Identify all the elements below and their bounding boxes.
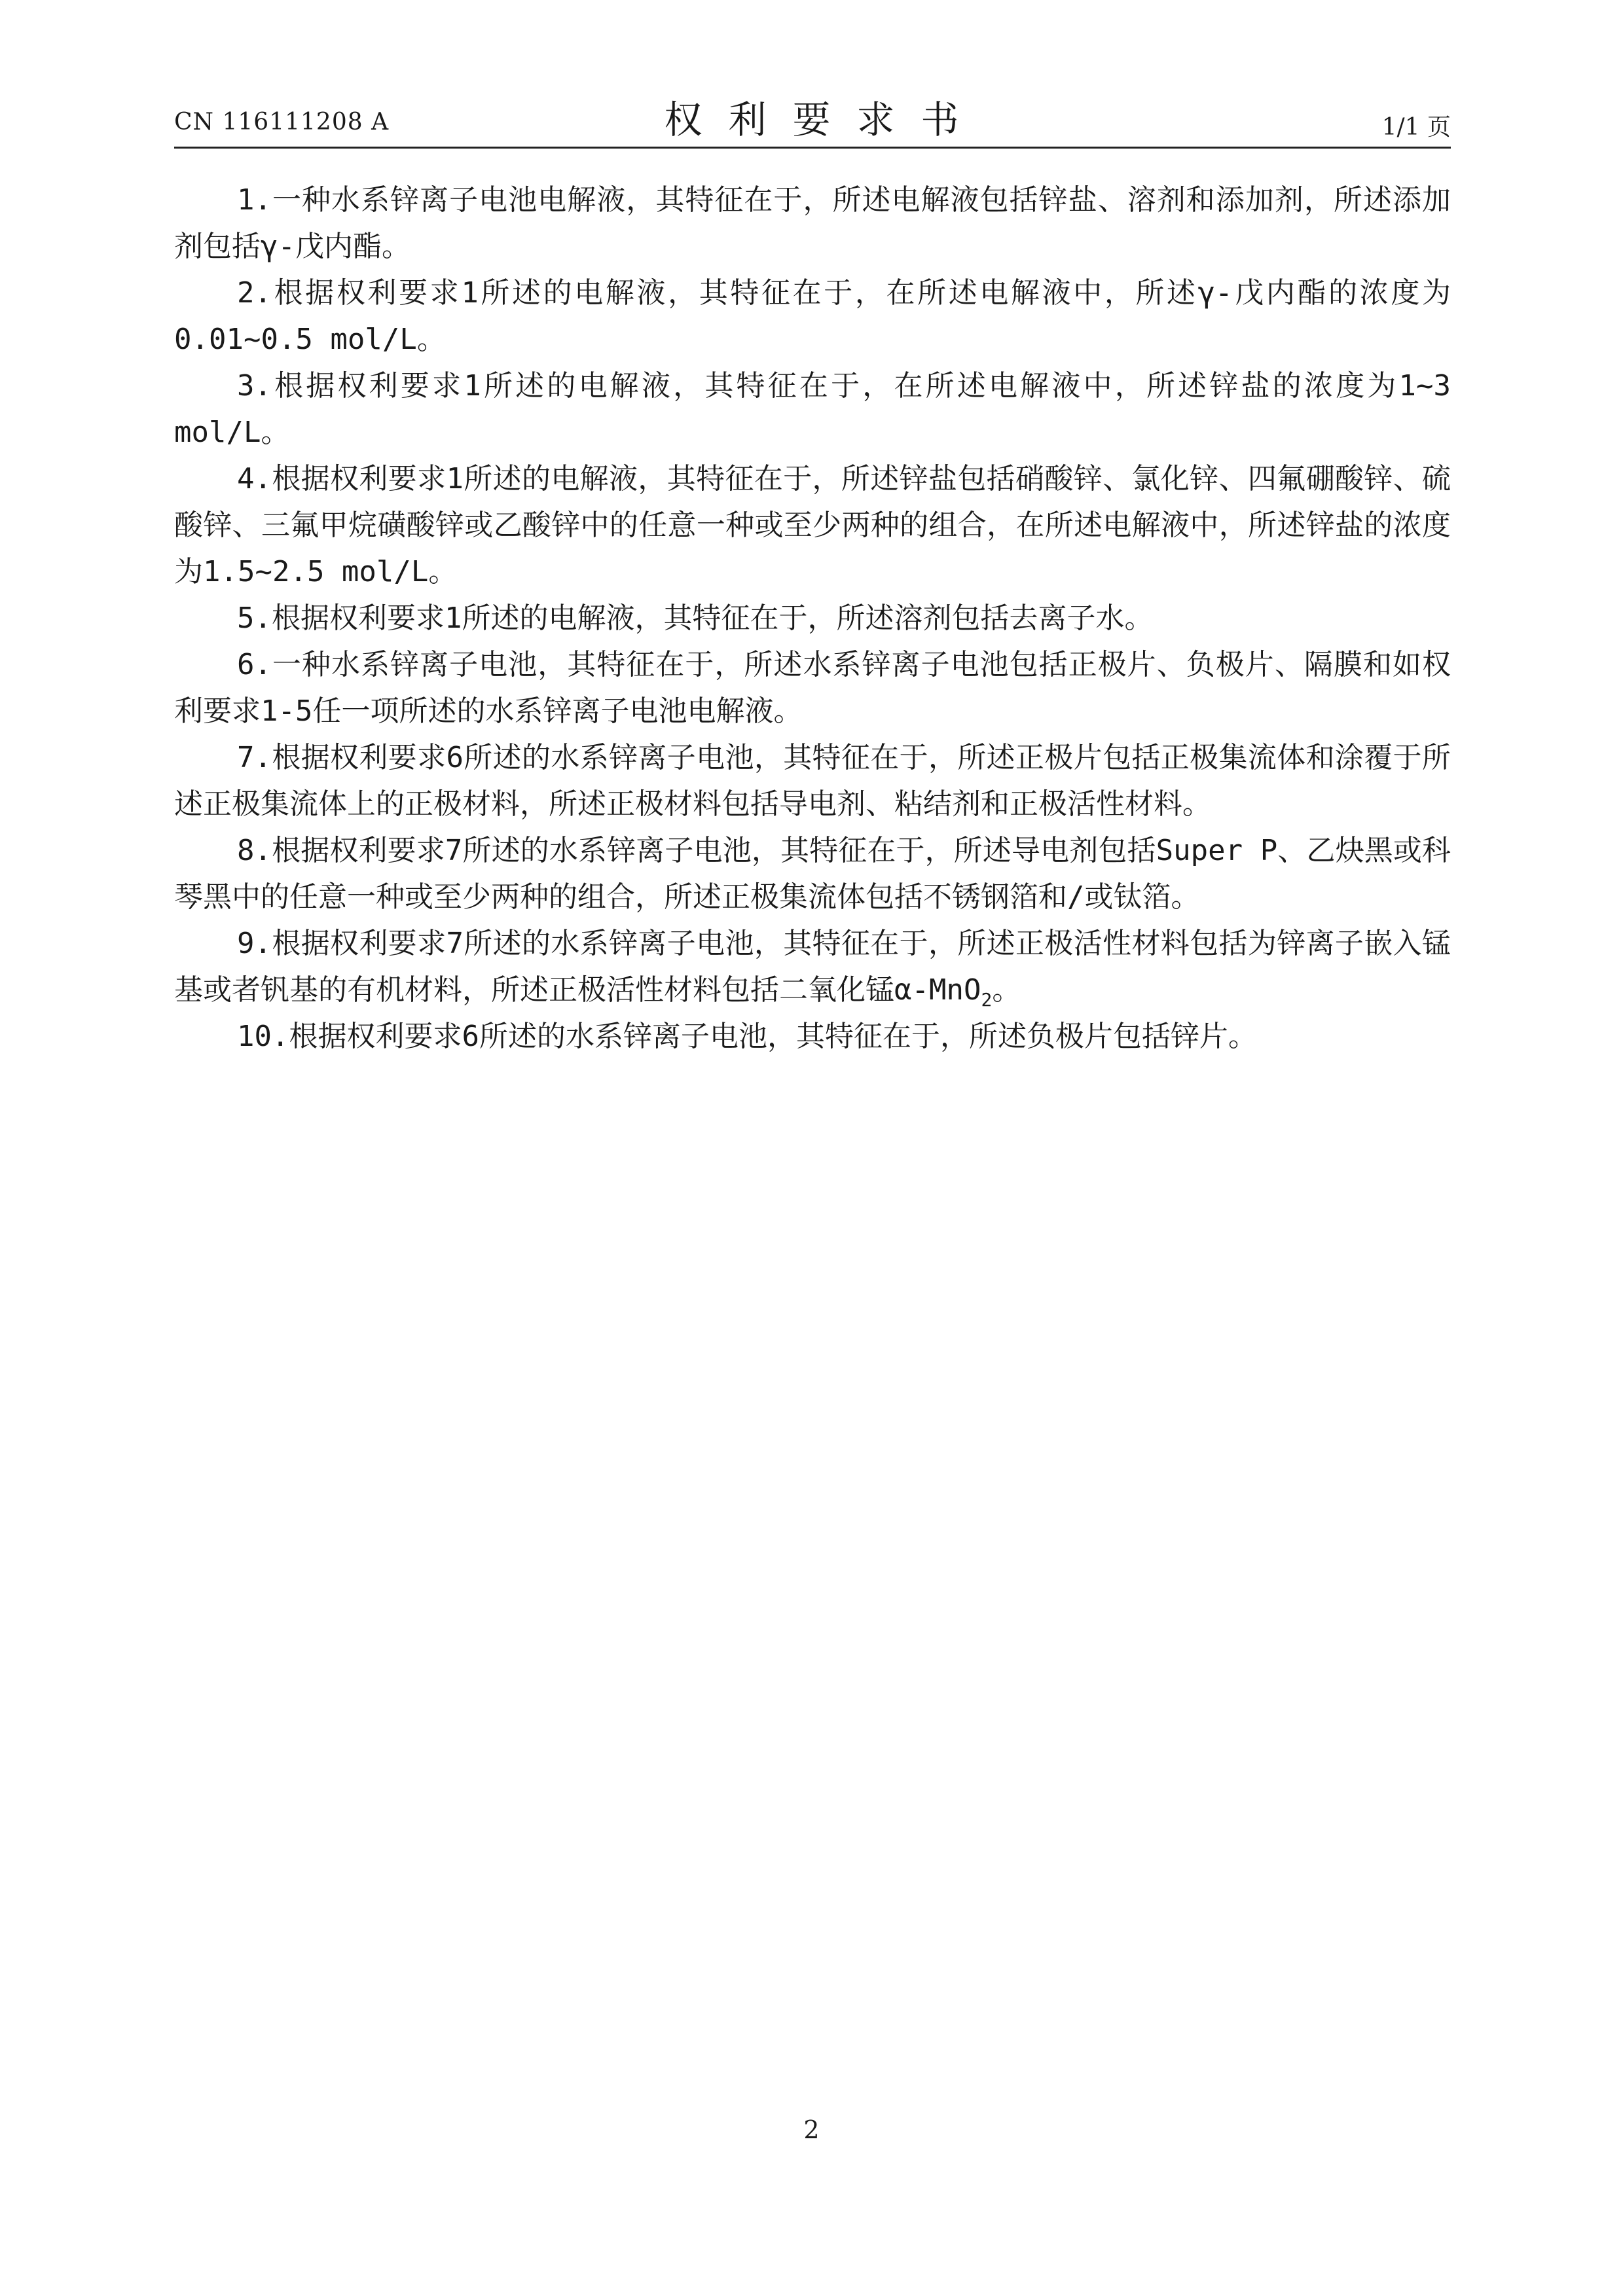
page-title: 权利要求书 [664, 98, 985, 142]
claim-9-subscript: 2 [981, 989, 993, 1011]
header-divider [174, 147, 1451, 149]
claim-6: 6.一种水系锌离子电池，其特征在于，所述水系锌离子电池包括正极片、负极片、隔膜和如权利要求1-5任一项所述的水系锌离子电池电解液。 [174, 648, 1451, 728]
claim-1: 1.一种水系锌离子电池电解液，其特征在于，所述电解液包括锌盐、溶剂和添加剂，所述添加剂包括γ-戊内酯。 [174, 183, 1451, 263]
claim-3: 3.根据权利要求1所述的电解液，其特征在于，在所述电解液中，所述锌盐的浓度为1~3 mol/L。 [174, 369, 1451, 449]
claim-2: 2.根据权利要求1所述的电解液，其特征在于，在所述电解液中，所述γ-戊内酯的浓度为0.01~0.5 mol/L。 [174, 276, 1451, 356]
page-info: 1/1 页 [1381, 114, 1451, 141]
claim-8: 8.根据权利要求7所述的水系锌离子电池，其特征在于，所述导电剂包括Super P、乙炔黑或科琴黑中的任意一种或至少两种的组合，所述正极集流体包括不锈钢箔和/或钛箔。 [174, 834, 1451, 914]
claim-9 [174, 920, 1451, 1013]
publication-number: CN 116111208 A [174, 109, 390, 135]
page-number: 2 [803, 2115, 820, 2144]
claims-body [174, 177, 1451, 1060]
claim-9-text: 9.根据权利要求7所述的水系锌离子电池，其特征在于，所述正极活性材料包括为锌离子嵌入锰基或者钒基的有机材料，所述正极活性材料包括二氧化锰α-MnO [174, 927, 1451, 1007]
claim-10: 10.根据权利要求6所述的水系锌离子电池，其特征在于，所述负极片包括锌片。 [237, 1020, 1257, 1053]
claim-4: 4.根据权利要求1所述的电解液，其特征在于，所述锌盐包括硝酸锌、氯化锌、四氟硼酸锌、硫酸锌、三氟甲烷磺酸锌或乙酸锌中的任意一种或至少两种的组合，在所述电解液中，所述锌盐的浓度为1.5~2.5 mol/L。 [174, 462, 1451, 588]
claim-5: 5.根据权利要求1所述的电解液，其特征在于，所述溶剂包括去离子水。 [237, 601, 1154, 635]
claim-7: 7.根据权利要求6所述的水系锌离子电池，其特征在于，所述正极片包括正极集流体和涂覆于所述正极集流体上的正极材料，所述正极材料包括导电剂、粘结剂和正极活性材料。 [174, 741, 1451, 821]
claim-9-end: 。 [992, 973, 1021, 1007]
